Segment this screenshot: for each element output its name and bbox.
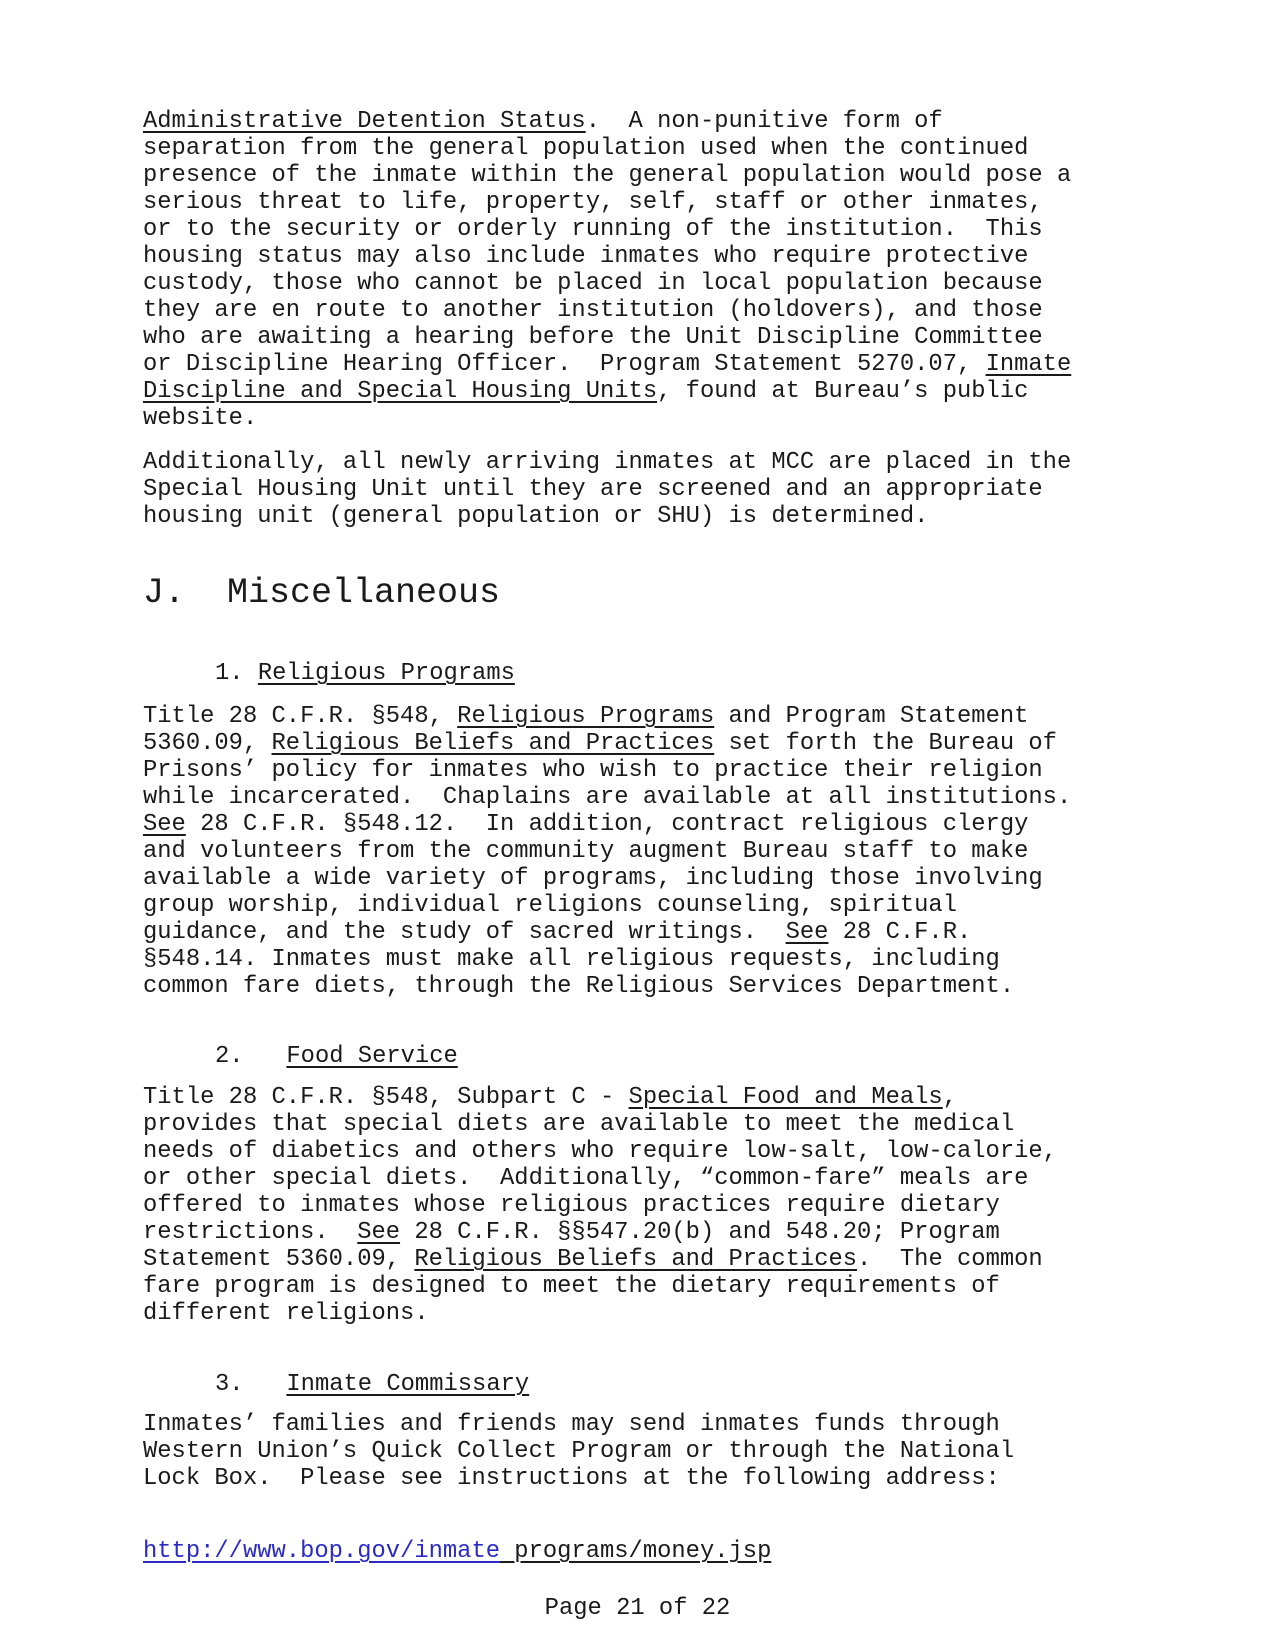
text-line (215, 660, 1083, 687)
shu-placement-paragraph (143, 449, 1083, 530)
text-line (143, 892, 1083, 919)
admin-detention-paragraph (143, 108, 1083, 432)
text-segment: housing status may also include inmates who require protective (143, 243, 1029, 270)
text-line (143, 1246, 1083, 1273)
text-segment: guidance, and the study of sacred writings. (143, 919, 786, 946)
inmate-commissary-subheading (143, 1371, 1083, 1398)
text-segment: 3. (215, 1371, 287, 1398)
text-segment: Special Housing Unit until they are screened and an appropriate (143, 476, 1043, 503)
text-segment: different religions. (143, 1300, 429, 1327)
text-segment: 1. (215, 660, 258, 687)
text-line (143, 1219, 1083, 1246)
text-line (143, 351, 1083, 378)
text-segment: 2. (215, 1043, 287, 1070)
text-segment: offered to inmates whose religious practices require dietary (143, 1192, 1000, 1219)
text-line (143, 1465, 1083, 1492)
text-segment: 28 C.F.R. §§547.20(b) and 548.20; Program (400, 1219, 1000, 1246)
text-segment: housing unit (general population or SHU) is determined. (143, 503, 929, 530)
text-segment: or other special diets. Additionally, “common-fare” meals are (143, 1165, 1029, 1192)
text-line (215, 1371, 1083, 1398)
food-service-subheading (143, 1043, 1083, 1070)
text-line (143, 1538, 1083, 1565)
text-segment: separation from the general population used when the continued (143, 135, 1029, 162)
text-line (143, 1411, 1083, 1438)
text-line (143, 1438, 1083, 1465)
text-line (143, 189, 1083, 216)
text-line (143, 1300, 1083, 1327)
text-segment: they are en route to another institution (holdovers), and those (143, 297, 1043, 324)
text-line (143, 1111, 1083, 1138)
text-segment: Inmate Commissary (286, 1371, 530, 1398)
text-segment: Religious Programs (457, 703, 715, 730)
text-segment: Special Food and Meals (628, 1084, 943, 1111)
text-segment: and Program Statement (714, 703, 1029, 730)
text-line (143, 297, 1083, 324)
text-segment: and volunteers from the community augment Bureau staff to make (143, 838, 1029, 865)
text-line (143, 838, 1083, 865)
text-segment: or to the security or orderly running of the institution. This (143, 216, 1043, 243)
text-segment: who are awaiting a hearing before the Unit Discipline Committee (143, 324, 1043, 351)
text-segment: §548.14. Inmates must make all religious requests, including (143, 946, 1000, 973)
text-segment: Administrative Detention Status (143, 108, 586, 135)
text-line (143, 1273, 1083, 1300)
text-line (143, 946, 1083, 973)
text-segment: needs of diabetics and others who require low-salt, low-calorie, (143, 1138, 1057, 1165)
text-segment: Statement 5360.09, (143, 1246, 415, 1273)
text-line (143, 135, 1083, 162)
text-segment: See (785, 919, 829, 946)
text-segment: Inmates’ families and friends may send inmates funds through (143, 1411, 1000, 1438)
text-segment: set forth the Bureau of (714, 730, 1057, 757)
text-segment: available a wide variety of programs, including those involving (143, 865, 1043, 892)
food-service-paragraph (143, 1084, 1083, 1327)
text-segment: Inmate (985, 351, 1072, 378)
bop-url-link[interactable]: http://www.bop.gov/inmate (143, 1538, 501, 1565)
text-line (143, 243, 1083, 270)
text-segment: 28 C.F.R. §548.12. In addition, contract religious clergy (185, 811, 1029, 838)
text-segment: . The common (857, 1246, 1043, 1273)
text-segment: group worship, individual religions counseling, spiritual (143, 892, 957, 919)
text-line (143, 1165, 1083, 1192)
text-segment: Religious Beliefs and Practices (271, 730, 715, 757)
text-segment: , (942, 1084, 957, 1111)
religious-programs-paragraph (143, 703, 1083, 1000)
text-segment: Prisons’ policy for inmates who wish to practice their religion (143, 757, 1043, 784)
text-segment: provides that special diets are available to meet the medical (143, 1111, 1015, 1138)
text-segment: 5360.09, (143, 730, 272, 757)
text-line (143, 405, 1083, 432)
text-segment: while incarcerated. Chaplains are available at all institutions. (143, 784, 1072, 811)
text-segment: Religious Beliefs and Practices (414, 1246, 858, 1273)
text-segment: common fare diets, through the Religious Services Department. (143, 973, 1015, 1000)
text-line (143, 476, 1083, 503)
text-line (143, 865, 1083, 892)
religious-programs-subheading (143, 660, 1083, 687)
text-line (143, 1084, 1083, 1111)
text-segment: Title 28 C.F.R. §548, (143, 703, 458, 730)
text-line (143, 784, 1083, 811)
text-line (143, 703, 1083, 730)
text-line (143, 919, 1083, 946)
text-segment: presence of the inmate within the general population would pose a (143, 162, 1072, 189)
text-segment: Food Service (286, 1043, 458, 1070)
text-segment: 28 C.F.R. (828, 919, 972, 946)
text-segment: Religious Programs (257, 660, 515, 687)
text-segment: website. (143, 405, 258, 432)
text-line (143, 216, 1083, 243)
text-segment: . A non-punitive form of (585, 108, 943, 135)
commissary-url-line (143, 1538, 1083, 1565)
text-line (143, 811, 1083, 838)
text-segment: Discipline and Special Housing Units (143, 378, 658, 405)
text-line (143, 503, 1083, 530)
text-line (143, 1138, 1083, 1165)
page-footer: Page 21 of 22 (544, 1595, 731, 1622)
text-line (143, 324, 1083, 351)
text-segment: Lock Box. Please see instructions at the following address: (143, 1465, 1000, 1492)
text-line (143, 378, 1083, 405)
text-segment: See (143, 811, 186, 838)
text-segment: , found at Bureau’s public (657, 378, 1029, 405)
text-line (215, 1043, 1083, 1070)
text-segment: Additionally, all newly arriving inmates at MCC are placed in the (143, 449, 1072, 476)
url-suffix-text: programs/money.jsp (500, 1538, 772, 1565)
inmate-commissary-paragraph (143, 1411, 1083, 1492)
text-segment: See (357, 1219, 401, 1246)
text-line (143, 1192, 1083, 1219)
text-segment: restrictions. (143, 1219, 358, 1246)
text-segment: or Discipline Hearing Officer. Program Statement 5270.07, (143, 351, 986, 378)
text-segment: Western Union’s Quick Collect Program or through the National (143, 1438, 1015, 1465)
text-line (143, 757, 1083, 784)
text-line (143, 449, 1083, 476)
text-line (143, 730, 1083, 757)
text-segment: fare program is designed to meet the dietary requirements of (143, 1273, 1000, 1300)
text-segment: Title 28 C.F.R. §548, Subpart C - (143, 1084, 629, 1111)
text-line (143, 108, 1083, 135)
text-segment: custody, those who cannot be placed in local population because (143, 270, 1043, 297)
text-line (143, 270, 1083, 297)
miscellaneous-heading: J. Miscellaneous (143, 573, 501, 613)
text-line (143, 973, 1083, 1000)
text-segment: serious threat to life, property, self, staff or other inmates, (143, 189, 1043, 216)
text-line (143, 162, 1083, 189)
